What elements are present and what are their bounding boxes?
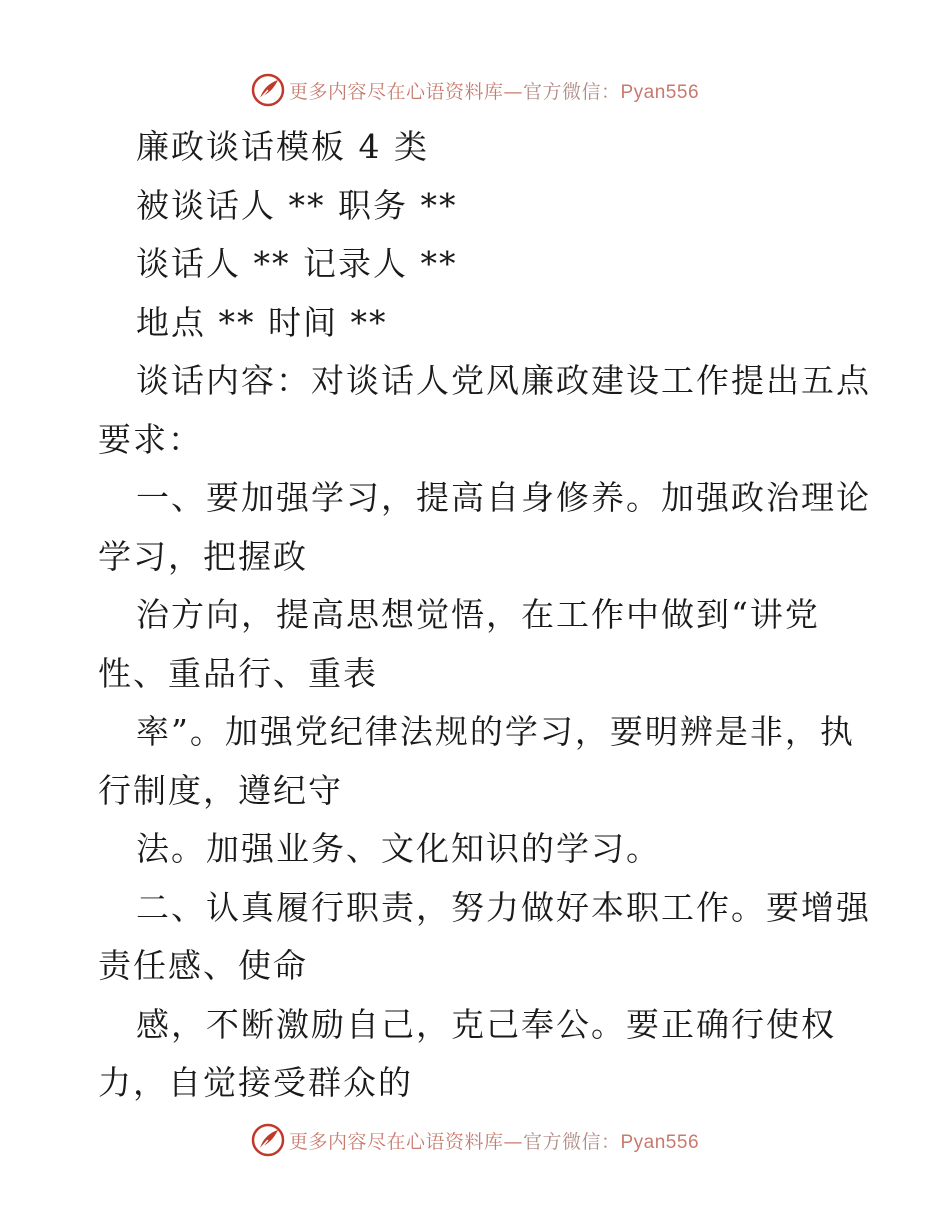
document-body: [98, 118, 871, 1113]
document-line: 性、重品行、重表: [98, 653, 378, 693]
document-line: 法。加强业务、文化知识的学习。: [136, 829, 661, 868]
feather-logo-icon: [251, 73, 285, 107]
feather-logo-icon: [251, 1123, 285, 1157]
document-line: 地点 ** 时间 **: [136, 302, 388, 342]
document-line: 学习，把握政: [98, 536, 308, 576]
watermark-wechat-id: Pyan556: [620, 81, 700, 103]
document-line: 谈话人 ** 记录人 **: [136, 244, 458, 283]
document-line: 廉政谈话模板 4 类: [136, 127, 429, 166]
document-line: 感，不断激励自己，克己奉公。要正确行使权: [136, 1004, 836, 1044]
document-line: 力，自觉接受群众的: [98, 1063, 413, 1102]
watermark-site-text: 更多内容尽在心语资料库: [288, 80, 504, 103]
document-line: 治方向，提高思想觉悟，在工作中做到“讲党: [136, 595, 820, 634]
watermark-wechat-id: Pyan556: [620, 1131, 700, 1153]
watermark-wechat-label: 官方微信：: [522, 80, 621, 103]
page-header-watermark: [0, 70, 950, 110]
document-line: 率”。加强党纪律法规的学习，要明辨是非，执: [136, 712, 855, 751]
watermark-dash: —: [503, 80, 523, 103]
document-line: 一、要加强学习，提高自身修养。加强政治理论: [136, 478, 871, 517]
watermark-wechat-label: 官方微信：: [522, 1130, 621, 1153]
document-line: 二、认真履行职责，努力做好本职工作。要增强: [136, 887, 871, 927]
watermark-site-text: 更多内容尽在心语资料库: [288, 1130, 504, 1153]
watermark-text: [289, 77, 699, 104]
watermark-text: [289, 1127, 699, 1154]
page-footer-watermark: [0, 1120, 950, 1160]
watermark-dash: —: [503, 1130, 523, 1153]
document-line: 责任感、使命: [98, 946, 308, 985]
document-line: 要求：: [98, 419, 203, 459]
document-line: 被谈话人 ** 职务 **: [136, 185, 458, 225]
document-line: 谈话内容：对谈话人党风廉政建设工作提出五点: [136, 361, 871, 400]
document-line: 行制度，遵纪守: [98, 770, 343, 810]
